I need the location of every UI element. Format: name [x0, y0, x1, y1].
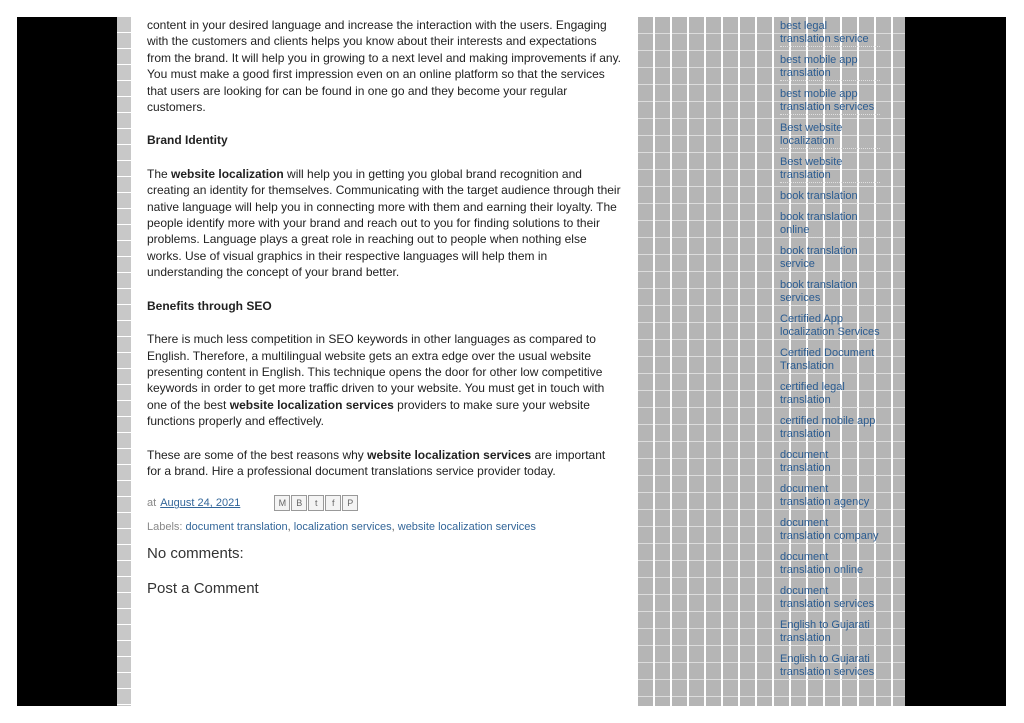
paragraph-seo [147, 331, 621, 429]
blogger-share-icon[interactable]: B [291, 495, 307, 511]
list-item [780, 449, 880, 476]
sidebar-label-link[interactable]: book translation online [780, 211, 858, 236]
sidebar-label-link[interactable]: Best website translation [780, 156, 843, 181]
post-content [147, 17, 621, 615]
sidebar-label-link[interactable]: book translation services [780, 279, 858, 304]
sidebar-label-link[interactable]: English to Gujarati translation [780, 619, 870, 644]
sidebar-label-link[interactable]: best mobile app translation services [780, 88, 875, 113]
paragraph-engagement: content in your desired language and increase the interaction with the users. Engaging with the customers and clients helps you know about their interests and expectations from the brand. It will help you in growing to a next level and making improvements if any. You must make a good first impression even on an online platform so that the services that users are looking for can be found in one go and they become your regular customers. [147, 18, 622, 115]
list-item [780, 415, 880, 442]
list-item [780, 347, 880, 374]
list-item [780, 653, 880, 680]
sidebar-label-link[interactable]: certified mobile app translation [780, 415, 876, 440]
text-segment: These are some of the best reasons why [147, 447, 368, 462]
bold-keyword: website localization [171, 166, 284, 181]
sidebar-label-link[interactable]: book translation service [780, 245, 858, 270]
facebook-share-icon[interactable]: f [325, 495, 341, 511]
sidebar-label-link[interactable]: English to Gujarati translation services [780, 653, 875, 678]
label-link[interactable]: website localization services [397, 521, 536, 534]
list-item [780, 585, 880, 612]
list-item [780, 122, 880, 149]
post-meta [147, 493, 621, 513]
twitter-share-icon[interactable]: t [308, 495, 324, 511]
sidebar-label-link[interactable]: Certified App localization Services [780, 313, 880, 338]
sidebar-label-link[interactable]: Certified Document Translation [780, 347, 875, 372]
heading-seo: Benefits through SEO [147, 298, 272, 313]
post-body [131, 17, 638, 706]
posted-at-label: at [147, 497, 157, 510]
text-segment: The [147, 166, 172, 181]
email-share-icon[interactable]: M [274, 495, 290, 511]
list-item [780, 156, 880, 183]
list-item [780, 381, 880, 408]
list-item [780, 20, 880, 47]
sidebar-label-link[interactable]: document translation services [780, 585, 875, 610]
labels-prefix: Labels: [147, 521, 183, 534]
list-item [780, 245, 880, 272]
text-segment: will help you in getting you global brand recognition and creating an identity for themselves. Communicating with the target audience through their native language will help you in connecting more with them and earning their loyalty. The people identify more with your brand and reach out to you for finding solutions to their problems. Language plays a great role in reaching out to people when nothing else works. Use of visual graphics in their respective languages will help them in understanding the concept of your brand better. [147, 166, 621, 280]
sidebar [638, 17, 905, 706]
post-labels: Labels: document translation, localization services, website localization services [147, 521, 536, 534]
sidebar-label-link[interactable]: certified legal translation [780, 381, 845, 406]
sidebar-label-link[interactable]: best legal translation service [780, 20, 869, 45]
post-comment-heading: Post a Comment [147, 580, 259, 598]
list-item [780, 313, 880, 340]
list-item [780, 88, 880, 115]
list-item [780, 551, 880, 578]
sidebar-label-link[interactable]: document translation online [780, 551, 864, 576]
list-item [780, 279, 880, 306]
sidebar-label-link[interactable]: document translation agency [780, 483, 870, 508]
bold-keyword: website localization services [367, 447, 532, 462]
sidebar-label-link[interactable]: best mobile app translation [780, 54, 858, 79]
list-item [780, 190, 880, 204]
post-date-link[interactable]: August 24, 2021 [160, 497, 241, 510]
text-segment: are important for a brand. Hire a professional document translations service provider today. [147, 447, 606, 478]
list-item [780, 619, 880, 646]
list-item [780, 54, 880, 81]
left-decorative-strip [117, 17, 131, 706]
sidebar-label-link[interactable]: Best website localization [780, 122, 843, 147]
pinterest-share-icon[interactable]: P [342, 495, 358, 511]
paragraph-conclusion [147, 447, 621, 480]
label-link[interactable]: document translation [185, 521, 288, 534]
bold-keyword: website localization services [229, 397, 394, 412]
comments-heading: No comments: [147, 545, 244, 563]
sidebar-label-link[interactable]: book translation [780, 190, 858, 202]
text-segment: providers to make sure your website functions properly and effectively. [147, 397, 590, 429]
label-link[interactable]: localization services [293, 521, 392, 534]
text-segment: There is much less competition in SEO keywords in other languages as compared to English. Therefore, a multilingual website gets an extra edge over the usual website presenting content in English. This technique opens the door for other low competitive keywords in order to get more traffic driven to your website. You must get in touch with one of the best [147, 332, 605, 412]
label-list [780, 20, 880, 687]
paragraph-brand-identity [147, 166, 621, 281]
list-item [780, 483, 880, 510]
list-item [780, 211, 880, 238]
sidebar-label-link[interactable]: document translation [780, 449, 831, 474]
heading-brand-identity: Brand Identity [147, 133, 228, 148]
share-buttons [274, 495, 359, 511]
list-item [780, 517, 880, 544]
sidebar-label-link[interactable]: document translation company [780, 517, 879, 542]
